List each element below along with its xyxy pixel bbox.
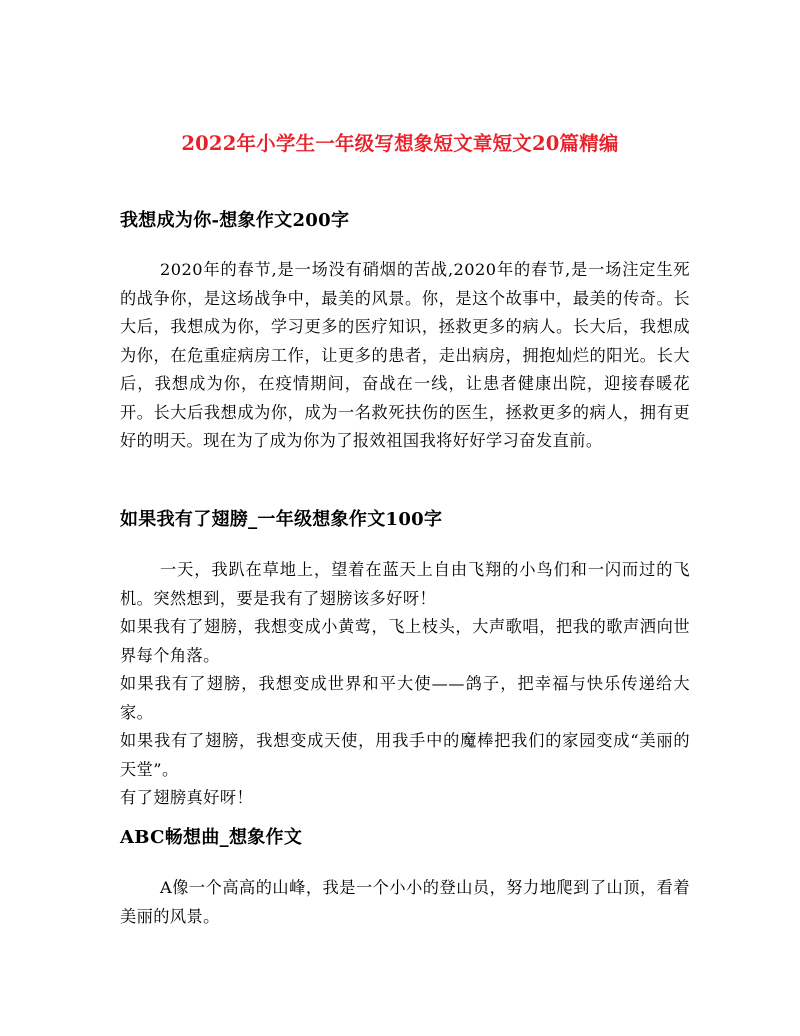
paragraph: 一天，我趴在草地上，望着在蓝天上自由飞翔的小鸟们和一闪而过的飞机。突然想到，要是我有了翅膀该多好呀！ bbox=[120, 560, 690, 608]
paragraph: 如果我有了翅膀，我想变成天使，用我手中的魔棒把我们的家园变成“美丽的天堂”。 bbox=[120, 731, 690, 779]
paragraph: 有了翅膀真好呀！ bbox=[120, 788, 254, 807]
section-heading: ABC畅想曲_想象作文 bbox=[120, 827, 303, 848]
document-title: 2022年小学生一年级写想象短文章短文20篇精编 bbox=[181, 132, 619, 155]
paragraph: 如果我有了翅膀，我想变成世界和平大使——鸽子，把幸福与快乐传递给大家。 bbox=[120, 674, 690, 722]
section-2 bbox=[120, 508, 690, 813]
paragraph: A像一个高高的山峰，我是一个小小的登山员，努力地爬到了山顶，看着美丽的风景。 bbox=[120, 878, 690, 926]
section-3 bbox=[120, 826, 690, 931]
paragraph: 2020年的春节,是一场没有硝烟的苦战,2020年的春节,是一场注定生死的战争你，是这场战争中，最美的风景。你，是这个故事中，最美的传奇。长大后，我想成为你，学习更多的医疗知识，拯救更多的病人。长大后，我想成为你，在危重症病房工作，让更多的患者，走出病房，拥抱灿烂的阳光。长大后，我想成为你，在疫情期间，奋战在一线，让患者健康出院，迎接春暖花开。长大后我想成为你，成为一名救死扶伤的医生，拯救更多的病人，拥有更好的明天。现在为了成为你为了报效祖国我将好好学习奋发直前。 bbox=[120, 260, 690, 450]
paragraph: 如果我有了翅膀，我想变成小黄莺，飞上枝头，大声歌唱，把我的歌声洒向世界每个角落。 bbox=[120, 617, 690, 665]
section-heading: 我想成为你-想象作文200字 bbox=[120, 210, 350, 231]
section-1 bbox=[120, 209, 690, 456]
section-heading: 如果我有了翅膀_一年级想象作文100字 bbox=[120, 509, 443, 530]
